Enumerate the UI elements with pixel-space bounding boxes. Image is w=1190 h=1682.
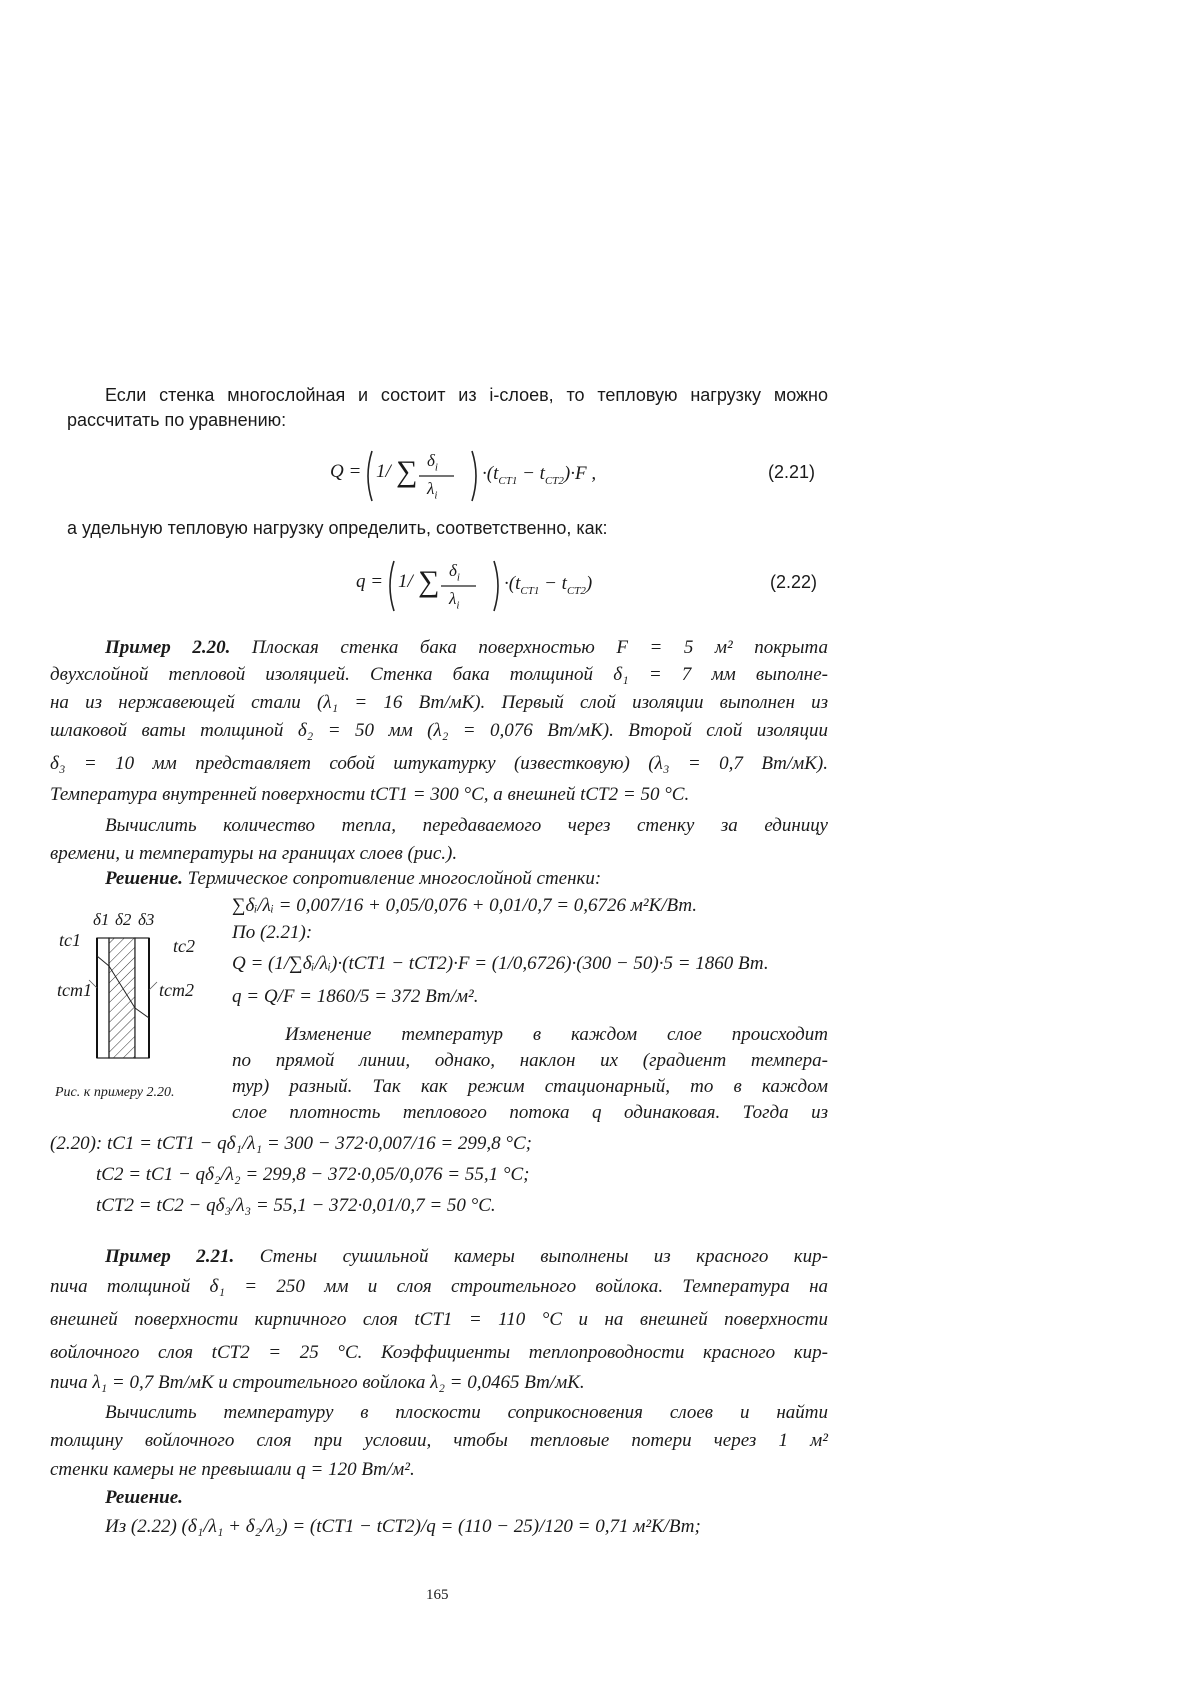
wall-layer-2 (109, 938, 135, 1058)
example-2-21-solution-calc: Из (2.22) (δ₁/λ₁ + δ₂/λ₂) = (tСТ1 − tСТ2)/q = (110 − 25)/120 = 0,71 м²К/Вт; (105, 1516, 701, 1537)
fig-label-tcm2: tcm2 (159, 980, 194, 1000)
eq221-lambda: λ (427, 479, 435, 498)
eq222-delta: δ (449, 561, 457, 580)
eq221-sub2: CT2 (544, 474, 564, 487)
temp-tc1: (2.20): tС1 = tСТ1 − qδ₁/λ₁ = 300 − 372·0,007/16 = 299,8 °С; (50, 1133, 532, 1154)
calc-sum-resistance: ∑δᵢ/λᵢ = 0,007/16 + 0,05/0,076 + 0,01/0,7 = 0,6726 м²К/Вт. (232, 895, 698, 916)
example-2-21-solution-bold: Решение. (105, 1487, 183, 1508)
wall-layer-1 (97, 938, 109, 1058)
fig-label-tc2: tc2 (173, 936, 195, 956)
example-2-20-line-3: на из нержавеющей стали (λ₁ = 16 Вт/мК). Первый слой изоляции выполнен из (50, 692, 828, 713)
example-2-21-label: Пример 2.21. (105, 1246, 235, 1267)
example-2-21-line-5: пича λ₁ = 0,7 Вт/мК и строительного войлока λ₂ = 0,0465 Вт/мК. (50, 1372, 585, 1393)
eq221-t1: ·(t (482, 463, 499, 484)
intro-line-2: рассчитать по уравнению: (67, 410, 287, 430)
temp-tc2: tС2 = tС1 − qδ₂/λ₂ = 299,8 − 372·0,05/0,076 = 55,1 °С; (96, 1164, 530, 1185)
wall-layer-3 (135, 938, 149, 1058)
equation-number-2-22: (2.22) (770, 572, 818, 592)
example-2-21-text-1: Стены сушильной камеры выполнены из красного кир- (259, 1246, 829, 1267)
eq221-lhs: Q = (330, 461, 362, 482)
eq222-sub2: CT2 (566, 584, 586, 597)
temp-tct2: tСТ2 = tС2 − qδ₃/λ₃ = 55,1 − 372·0,01/0,7 = 50 °С. (96, 1195, 496, 1216)
intro-line-1: Если стенка многослойная и состоит из i-слоев, то тепловую нагрузку можно (105, 385, 828, 405)
example-2-21-task-3: стенки камеры не превышали q = 120 Вт/м². (50, 1459, 415, 1480)
eq222-lambda-sub: i (456, 599, 460, 612)
equation-number-2-21: (2.21) (768, 462, 816, 482)
eq221-delta: δ (427, 451, 435, 470)
figure-caption: Рис. к примеру 2.20. (55, 1085, 175, 1100)
example-2-20-task-2: времени, и температуры на границах слоев (рис.). (50, 843, 458, 864)
eq221-lambda-sub: i (434, 489, 438, 502)
example-2-21-task-2: толщину войлочного слоя при условии, чтобы тепловые потери через 1 м² (50, 1430, 828, 1451)
equation-2-22 (356, 555, 776, 615)
example-2-20-line-2: двухслойной тепловой изоляцией. Стенка бака толщиной δ₁ = 7 мм выполне- (50, 664, 828, 685)
eq221-sum-sign: ∑ (396, 455, 418, 488)
example-2-20-solution-text: Термическое сопротивление многослойной стенки: (187, 868, 602, 889)
example-2-20-text-1: Плоская стенка бака поверхностью F = 5 м² покрыта (251, 637, 829, 658)
eq221-sub1: CT1 (498, 474, 518, 487)
example-2-20-line-4: шлаковой ваты толщиной δ₂ = 50 мм (λ₂ = 0,076 Вт/мК). Второй слой изоляции (50, 720, 828, 741)
eq222-delta-i (449, 561, 460, 583)
eq222-minus-t2: − t (539, 573, 567, 594)
example-2-20-task-1: Вычислить количество тепла, передаваемого через стенку за единицу (105, 815, 828, 836)
calc-heat-flow: Q = (1/∑δᵢ/λᵢ)·(tСТ1 − tСТ2)·F = (1/0,6726)·(300 − 50)·5 = 1860 Вт. (232, 953, 769, 974)
example-2-21-line-3: внешней поверхности кирпичного слоя tСТ1 = 110 °С и на внешней поверхности (50, 1309, 828, 1330)
eq221-delta-i (427, 451, 438, 473)
eq222-lambda-i (449, 589, 459, 611)
calc-ref-221: По (2.21): (232, 922, 313, 943)
eq222-end: ) (585, 573, 593, 594)
eq221-one-over: 1/ (376, 461, 391, 482)
eq222-sum-sign: ∑ (418, 565, 440, 598)
fig-label-tc1: tc1 (59, 930, 81, 950)
eq222-t1: ·(t (504, 573, 521, 594)
example-2-21-task-1: Вычислить температуру в плоскости соприкосновения слоев и найти (105, 1402, 828, 1423)
calc-heat-flux: q = Q/F = 1860/5 = 372 Вт/м². (232, 986, 479, 1007)
intro-after-eq: а удельную тепловую нагрузку определить, соответственно, как: (67, 518, 608, 538)
eq222-one-over: 1/ (398, 571, 413, 592)
eq222-lambda: λ (449, 589, 457, 608)
para-line-4: слое плотность теплового потока q одинаковая. Тогда из (232, 1102, 828, 1123)
example-2-20-solution (105, 868, 601, 891)
example-2-20-line-5: δ₃ = 10 мм представляет собой штукатурку (известковую) (λ₃ = 0,7 Вт/мК). (50, 753, 828, 774)
example-2-21-solution-label (105, 1487, 183, 1510)
eq222-rest (504, 573, 592, 597)
example-2-21-line-2: пича толщиной δ₁ = 250 мм и слоя строительного войлока. Температура на (50, 1276, 828, 1297)
example-2-20-line-1 (105, 637, 828, 660)
fig-label-d2: δ2 (115, 910, 132, 929)
para-line-2: по прямой линии, однако, наклон их (градиент темпера- (232, 1050, 828, 1071)
example-2-21-line-4: войлочного слоя tСТ2 = 25 °С. Коэффициенты теплопроводности красного кир- (50, 1342, 828, 1363)
eq222-sub1: CT1 (520, 584, 540, 597)
eq222-delta-sub: i (456, 571, 460, 584)
fig-label-d3: δ3 (138, 910, 155, 929)
example-2-20-solution-label: Решение. (105, 868, 183, 889)
eq221-delta-sub: i (434, 461, 438, 474)
fig-label-d1: δ1 (93, 910, 110, 929)
eq221-end: )·F , (563, 463, 597, 484)
para-line-1: Изменение температур в каждом слое происходит (285, 1024, 828, 1045)
eq221-minus-t2: − t (517, 463, 545, 484)
eq221-rest (482, 463, 596, 487)
example-2-21-line-1 (105, 1246, 828, 1269)
eq222-lhs: q = (356, 571, 384, 592)
page-number: 165 (426, 1587, 449, 1603)
figure-layered-wall (55, 908, 225, 1078)
para-line-3: тур) разный. Так как режим стационарный, то в каждом (232, 1076, 828, 1097)
eq221-lambda-i (427, 479, 437, 501)
example-2-20-line-6: Температура внутренней поверхности tСТ1 = 300 °С, а внешней tСТ2 = 50 °С. (50, 784, 690, 805)
equation-2-21 (330, 445, 830, 505)
example-2-20-label: Пример 2.20. (105, 637, 231, 658)
fig-label-tcm1: tcm1 (57, 980, 92, 1000)
